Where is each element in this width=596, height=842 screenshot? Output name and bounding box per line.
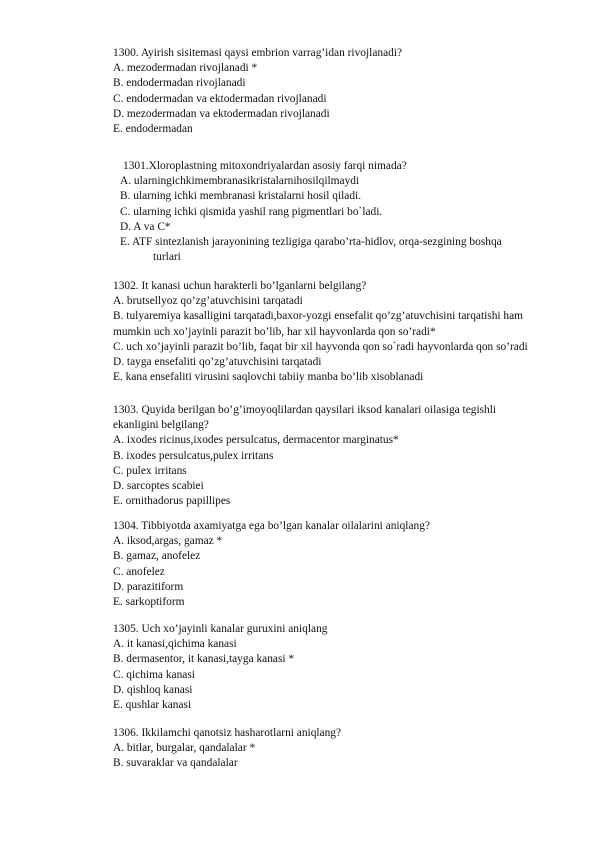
option-c: C. qichima kanasi [113, 668, 195, 681]
option-d: D. sarcoptes scabiei [113, 480, 204, 493]
option-b-continued: mumkin uch xo’jayinli parazit bo’lib, har xil hayvonlarda qon so’radi* [113, 325, 436, 338]
option-b: B. dermasentor, it kanasi,tayga kanasi * [113, 653, 295, 666]
option-e-continued: turlari [153, 251, 181, 264]
question-text: 1305. Uch xo’jayinli kanalar guruxini aniqlang [113, 623, 328, 635]
question-1306 [113, 726, 341, 772]
question-text: 1303. Quyida berilgan bo’g’imoyoqlilardan qaysilari iksod kanalari oilasiga tegishli [113, 404, 497, 416]
option-b: B. endodermadan rivojlanadi [113, 77, 246, 90]
option-b: B. ixodes persulcatus,pulex irritans [113, 449, 274, 462]
option-d: D. parazitiform [113, 580, 184, 593]
option-b: B. ularning ichki membranasi kristalarni hosil qiladi. [120, 190, 362, 203]
option-c: C. pulex irritans [113, 464, 187, 477]
option-e: E. ornithadorus papillipes [113, 495, 231, 508]
option-b: B. gamaz, anofelez [113, 550, 201, 563]
option-c: C. ularning ichki qismida yashil rang pigmentlari bo`ladi. [120, 205, 383, 218]
option-c: C. endodermadan va ektodermadan rivojlanadi [113, 92, 327, 105]
option-a: A. ixodes ricinus,ixodes persulcatus, dermacentor marginatus* [113, 434, 399, 447]
question-text: 1304. Tibbiyotda axamiyatga ega bo’lgan kanalar oilalarini aniqlang? [113, 520, 430, 532]
question-text: 1302. It kanasi uchun harakterli bo’lganlarni belgilang? [113, 280, 367, 292]
question-text: 1301.Xloroplastning mitoxondriyalardan asosiy farqi nimada? [123, 160, 407, 172]
option-c: C. uch xo’jayinli parazit bo’lib, faqat bir xil hayvonda qon so`radi hayvonlarda qon so’radi [113, 340, 528, 353]
option-b: B. suvaraklar va qandalalar [113, 757, 238, 770]
option-e: E. ATF sintezlanish jarayonining tezligiga qarabo’rta-hidlov, orqa-sezgining boshqa [120, 236, 502, 249]
option-a: A. brutsellyoz qo’zg’atuvchisini tarqatadi [113, 295, 303, 308]
option-a: A. bitlar, burgalar, qandalalar * [113, 742, 256, 755]
option-e: E. sarkoptiform [113, 596, 185, 609]
option-d: D. tayga ensefaliti qo’zg’atuvchisini tarqatadi [113, 356, 322, 369]
question-1300 [113, 46, 402, 137]
option-e: E. kana ensefaliti virusini saqlovchi tabiiy manba bo’lib xisoblanadi [113, 371, 424, 384]
option-d: D. A va C* [120, 220, 171, 233]
option-c: C. anofelez [113, 565, 165, 578]
option-a: A. mezodermadan rivojlanadi * [113, 62, 258, 75]
question-1303 [113, 403, 496, 509]
question-1305 [113, 622, 327, 713]
option-a: A. it kanasi,qichima kanasi [113, 638, 237, 651]
option-b: B. tulyaremiya kasalligini tarqatadi,baxor-yozgi ensefalit qo’zg’atuvchisini tarqatishi ham [113, 310, 524, 323]
question-text: 1300. Ayirish sisitemasi qaysi embrion varrag’idan rivojlanadi? [113, 47, 403, 59]
question-1304 [113, 519, 430, 610]
option-a: A. ularningichkimembranasikristalarnihosilqilmaydi [120, 175, 360, 188]
question-text: 1306. Ikkilamchi qanotsiz hasharotlarni aniqlang? [113, 727, 342, 739]
option-e: E. qushlar kanasi [113, 699, 192, 712]
option-d: D. mezodermadan va ektodermadan rivojlanadi [113, 107, 330, 120]
option-a: A. iksod,argas, gamaz * [113, 535, 223, 548]
option-e: E. endodermadan [113, 123, 193, 136]
question-1301 [113, 159, 502, 265]
question-text-continued: ekanligini belgilang? [113, 419, 209, 432]
question-1302 [113, 279, 528, 385]
option-d: D. qishloq kanasi [113, 683, 193, 696]
